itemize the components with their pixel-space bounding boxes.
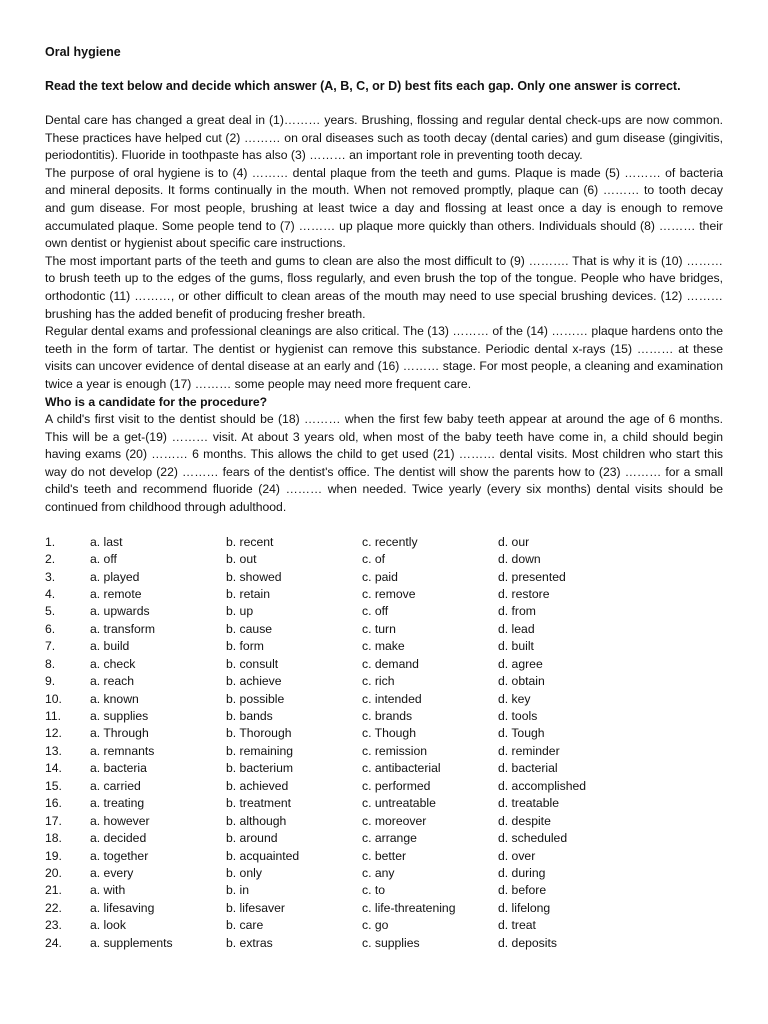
option-row (45, 691, 723, 708)
option-d: d. deposits (498, 935, 557, 950)
question-number: 13. (45, 743, 62, 758)
option-b: b. possible (226, 691, 285, 706)
option-a: a. last (90, 534, 123, 549)
option-b: b. extras (226, 935, 273, 950)
option-row (45, 917, 723, 934)
option-d: d. bacterial (498, 761, 558, 776)
option-row (45, 551, 723, 568)
reading-passage (45, 112, 723, 517)
question-number: 10. (45, 691, 62, 706)
option-c: c. remission (362, 743, 428, 758)
section-subheading: Who is a candidate for the procedure? (45, 394, 268, 409)
option-d: d. obtain (498, 674, 545, 689)
option-c: c. go (362, 918, 389, 933)
passage-paragraph-1: Dental care has changed a great deal in (1)……… years. Brushing, flossing and regular dental check-ups are now common. These practices have helped cut (2) ……… on oral diseases such as tooth decay (dental caries) and gum disease (gingivitis, periodontitis). Fluoride in toothpaste has also (3) ……… an important role in preventing tooth decay. (45, 113, 723, 163)
document-title: Oral hygiene (45, 45, 121, 59)
option-b: b. consult (226, 656, 279, 671)
option-d: d. built (498, 639, 534, 654)
option-c: c. supplies (362, 935, 420, 950)
option-row (45, 935, 723, 952)
option-d: d. despite (498, 813, 551, 828)
question-number: 6. (45, 621, 56, 636)
question-number: 1. (45, 534, 56, 549)
option-row (45, 830, 723, 847)
option-a: a. Through (90, 726, 149, 741)
option-d: d. during (498, 865, 546, 880)
option-c: c. any (362, 865, 395, 880)
option-row (45, 534, 723, 551)
passage-paragraph-2: The purpose of oral hygiene is to (4) ……… dental plaque from the teeth and gums. Plaque is made (5) ……… of bacteria and mineral deposits. It forms continually in the mouth. When not removed promptly, plaque can (6) ……… to tooth decay and gum disease. For most people, brushing at least twice a day and flossing at least once a day is enough to remove accumulated plaque. Some people tend to (7) ……… up plaque more quickly than others. Individuals should (8) ……… their own dentist or hygienist about specific care instructions. (45, 165, 723, 251)
option-d: d. treatable (498, 796, 559, 811)
option-a: a. build (90, 639, 130, 654)
question-number: 17. (45, 813, 62, 828)
option-b: b. up (226, 604, 254, 619)
option-row (45, 795, 723, 812)
option-b: b. lifesaver (226, 900, 285, 915)
option-c: c. remove (362, 586, 416, 601)
option-row (45, 638, 723, 655)
option-c: c. Though (362, 726, 416, 741)
question-number: 23. (45, 918, 62, 933)
option-a: a. supplements (90, 935, 173, 950)
option-row (45, 743, 723, 760)
option-c: c. arrange (362, 831, 417, 846)
option-d: d. key (498, 691, 531, 706)
option-d: d. accomplished (498, 778, 587, 793)
option-a: a. remnants (90, 743, 155, 758)
option-row (45, 586, 723, 603)
option-c: c. paid (362, 569, 398, 584)
option-a: a. treating (90, 796, 145, 811)
option-b: b. around (226, 831, 278, 846)
option-d: d. Tough (498, 726, 545, 741)
option-c: c. recently (362, 534, 418, 549)
option-b: b. only (226, 865, 262, 880)
option-row (45, 882, 723, 899)
option-d: d. restore (498, 586, 550, 601)
option-a: a. with (90, 883, 126, 898)
option-c: c. untreatable (362, 796, 436, 811)
question-number: 16. (45, 796, 62, 811)
option-b: b. acquainted (226, 848, 300, 863)
question-number: 11. (45, 709, 62, 724)
option-c: c. off (362, 604, 389, 619)
question-number: 18. (45, 831, 62, 846)
option-b: b. cause (226, 621, 273, 636)
option-a: a. upwards (90, 604, 150, 619)
option-b: b. retain (226, 586, 271, 601)
question-number: 5. (45, 604, 56, 619)
option-b: b. care (226, 918, 264, 933)
option-a: a. played (90, 569, 140, 584)
option-row (45, 848, 723, 865)
option-d: d. lifelong (498, 900, 551, 915)
option-b: b. in (226, 883, 250, 898)
option-row (45, 813, 723, 830)
option-a: a. together (90, 848, 149, 863)
option-a: a. lifesaving (90, 900, 155, 915)
option-row (45, 725, 723, 742)
option-c: c. moreover (362, 813, 427, 828)
option-b: b. treatment (226, 796, 292, 811)
option-row (45, 621, 723, 638)
option-c: c. turn (362, 621, 396, 636)
option-c: c. demand (362, 656, 419, 671)
option-b: b. showed (226, 569, 282, 584)
question-number: 14. (45, 761, 62, 776)
question-number: 8. (45, 656, 56, 671)
option-b: b. Thorough (226, 726, 292, 741)
option-b: b. remaining (226, 743, 294, 758)
option-row (45, 778, 723, 795)
option-row (45, 603, 723, 620)
option-c: c. performed (362, 778, 431, 793)
question-number: 9. (45, 674, 56, 689)
option-b: b. achieved (226, 778, 289, 793)
option-row (45, 656, 723, 673)
option-row (45, 569, 723, 586)
question-number: 19. (45, 848, 62, 863)
option-d: d. agree (498, 656, 543, 671)
option-a: a. check (90, 656, 136, 671)
option-c: c. antibacterial (362, 761, 441, 776)
option-d: d. over (498, 848, 536, 863)
passage-paragraph-3: The most important parts of the teeth and gums to clean are also the most difficult to (9) ………. That is why it is (10) ……… to brush teeth up to the edges of the gums, floss regularly, and even brush the top of the tongue. People who have bridges, orthodontic (11) ………, or other difficult to clean areas of the mouth may need to use special brushing devices. (12) ……… brushing has the added benefit of producing fresher breath. (45, 253, 723, 321)
option-a: a. known (90, 691, 139, 706)
option-d: d. before (498, 883, 547, 898)
option-d: d. reminder (498, 743, 560, 758)
question-number: 12. (45, 726, 62, 741)
option-d: d. lead (498, 621, 535, 636)
option-c: c. brands (362, 709, 413, 724)
option-b: b. bacterium (226, 761, 294, 776)
option-a: a. off (90, 552, 117, 567)
option-a: a. look (90, 918, 126, 933)
option-c: c. life-threatening (362, 900, 456, 915)
question-number: 2. (45, 552, 56, 567)
answer-options-list (45, 534, 723, 953)
option-a: a. reach (90, 674, 135, 689)
option-a: a. remote (90, 586, 142, 601)
option-c: c. make (362, 639, 405, 654)
question-number: 24. (45, 935, 62, 950)
option-a: a. supplies (90, 709, 149, 724)
option-b: b. bands (226, 709, 273, 724)
option-b: b. out (226, 552, 257, 567)
question-number: 7. (45, 639, 56, 654)
option-a: a. decided (90, 831, 147, 846)
option-d: d. scheduled (498, 831, 568, 846)
option-row (45, 708, 723, 725)
question-number: 15. (45, 778, 62, 793)
option-row (45, 900, 723, 917)
option-d: d. presented (498, 569, 566, 584)
option-d: d. down (498, 552, 541, 567)
question-number: 20. (45, 865, 62, 880)
option-d: d. from (498, 604, 536, 619)
option-a: a. carried (90, 778, 141, 793)
option-c: c. intended (362, 691, 422, 706)
option-c: c. rich (362, 674, 395, 689)
worksheet-page (45, 44, 723, 952)
option-b: b. recent (226, 534, 274, 549)
option-d: d. treat (498, 918, 536, 933)
option-c: c. of (362, 552, 386, 567)
question-number: 3. (45, 569, 56, 584)
option-c: c. to (362, 883, 386, 898)
option-a: a. bacteria (90, 761, 147, 776)
option-row (45, 673, 723, 690)
passage-paragraph-5: A child's first visit to the dentist should be (18) ……… when the first few baby teeth appear at around the age of 6 months. This will be a get-(19) ……… visit. At about 3 years old, when most of the baby teeth have come in, a child should begin having exams (20) ……… 6 months. This allows the child to get used (21) ……… dental visits. Most children who start this way do not develop (22) ……… fears of the dentist's office. The dentist will show the parents how to (23) ……… for a small child's teeth and recommend fluoride (24) ……… when needed. Twice yearly (every six months) dental visits should be continued from childhood through adulthood. (45, 412, 723, 515)
passage-paragraph-4: Regular dental exams and professional cleanings are also critical. The (13) ……… of the (14) ……… plaque hardens onto the teeth in the form of tartar. The dentist or hygienist can remove this substance. Periodic dental x-rays (15) ……… at these visits can uncover evidence of dental disease at an early and (16) ……… stage. For most people, a cleaning and examination twice a year is enough (17) ……… some people may need more frequent care. (45, 324, 723, 391)
option-row (45, 760, 723, 777)
instructions: Read the text below and decide which answer (A, B, C, or D) best fits each gap. Only one answer is correct. (45, 79, 681, 93)
option-b: b. although (226, 813, 287, 828)
option-b: b. achieve (226, 674, 282, 689)
option-row (45, 865, 723, 882)
option-c: c. better (362, 848, 407, 863)
question-number: 22. (45, 900, 62, 915)
question-number: 21. (45, 883, 62, 898)
option-a: a. however (90, 813, 150, 828)
option-d: d. our (498, 534, 530, 549)
question-number: 4. (45, 586, 56, 601)
option-a: a. every (90, 865, 134, 880)
option-b: b. form (226, 639, 264, 654)
option-a: a. transform (90, 621, 156, 636)
option-d: d. tools (498, 709, 538, 724)
